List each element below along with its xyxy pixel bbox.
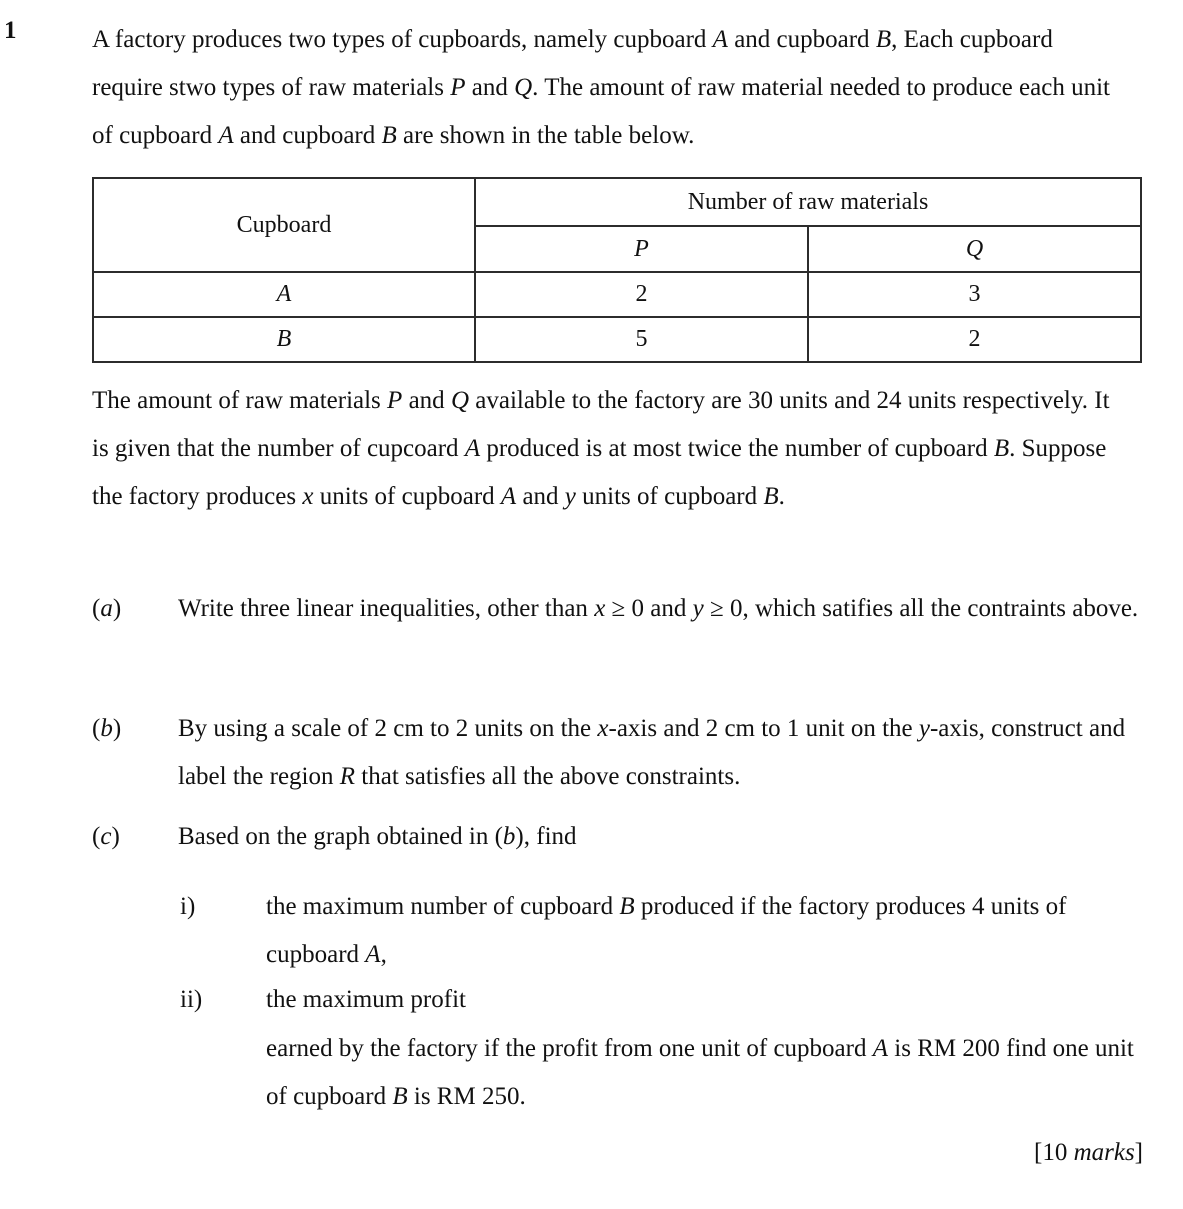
part-b-text-4: that satisfies all the above constraints. <box>355 763 741 790</box>
avail-var-a2: A <box>500 483 517 510</box>
marks-allocation <box>1034 1140 1143 1165</box>
part-a-var-x: x <box>594 595 606 622</box>
subitem-ii-cont-text-2: is RM 200 find one unit of cupboard <box>266 1035 1134 1110</box>
table-cell-a-p: 2 <box>475 272 808 317</box>
avail-text-5: . Suppose the factory produces <box>92 435 1107 510</box>
subitem-i-text-1: the maximum number of cupboard <box>266 893 620 920</box>
avail-var-b: B <box>993 435 1010 462</box>
table-row <box>93 317 1141 362</box>
intro-text-1: A factory produces two types of cupboards, namely cupboard <box>92 26 713 53</box>
table-cell-b-p: 5 <box>475 317 808 362</box>
part-b-var-r: R <box>339 763 356 790</box>
part-c-ref-b: b <box>502 823 516 850</box>
question-intro-paragraph <box>92 16 1122 160</box>
part-c-body <box>178 813 1142 861</box>
part-b-body <box>178 705 1142 801</box>
intro-text-6: and cupboard <box>233 122 382 149</box>
availability-paragraph <box>92 377 1122 521</box>
table-cell-b-q: 2 <box>808 317 1141 362</box>
subitem-ii-cont-var-a: A <box>872 1035 889 1062</box>
subitem-ii-cont-text-1: earned by the factory if the profit from one unit of cupboard <box>266 1035 873 1062</box>
part-a-label-letter: a <box>100 595 113 622</box>
avail-text-6: units of cupboard <box>313 483 501 510</box>
part-a <box>92 585 1142 633</box>
marks-word: marks <box>1073 1139 1135 1166</box>
intro-text-5: . The amount of raw material needed to produce each unit of cupboard <box>92 74 1110 149</box>
avail-text-9: . <box>778 483 785 510</box>
intro-text-7: are shown in the table below. <box>396 122 695 149</box>
intro-var-a2: A <box>218 122 234 149</box>
avail-var-p: P <box>387 387 403 414</box>
intro-var-b2: B <box>381 122 397 149</box>
part-b-label-letter: b <box>100 715 113 742</box>
part-b-label-open: ( <box>92 715 101 742</box>
intro-text-4: and <box>465 74 515 101</box>
avail-text-1: The amount of raw materials <box>92 387 388 414</box>
part-a-text-3: ≥ 0, which satifies all the contraints above. <box>703 595 1139 622</box>
table-header-q <box>808 226 1141 272</box>
subitem-ii-continuation-body <box>266 1025 1140 1121</box>
question-number: 1 <box>4 17 17 44</box>
subitem-ii-cont-text-3: is RM 250. <box>407 1083 526 1110</box>
table-header-q-label: Q <box>965 235 984 262</box>
marks-count: 10 <box>1042 1139 1068 1166</box>
part-c-label <box>92 813 172 861</box>
subitem-ii-continuation <box>180 1025 1140 1121</box>
avail-text-8: units of cupboard <box>575 483 764 510</box>
part-c-text-1: Based on the graph obtained in ( <box>178 823 503 850</box>
part-a-var-y: y <box>692 595 704 622</box>
subitem-i-var-a: A <box>365 941 381 968</box>
subitem-ii <box>180 976 1140 1024</box>
part-a-label-close: ) <box>112 595 122 622</box>
avail-var-a: A <box>464 435 481 462</box>
avail-var-q: Q <box>450 387 469 414</box>
part-c <box>92 813 1142 861</box>
table-header-group-number-of-raw-materials: Number of raw materials <box>475 178 1141 226</box>
raw-materials-table <box>92 177 1142 363</box>
intro-text-2: and cupboard <box>727 26 876 53</box>
part-b <box>92 705 1142 801</box>
table-row <box>93 272 1141 317</box>
table-header-cupboard: Cupboard <box>93 178 475 272</box>
subitem-ii-cont-var-b: B <box>392 1083 408 1110</box>
table-cell-cupboard-a-label: A <box>276 281 292 307</box>
subitem-ii-body: the maximum profit <box>266 986 466 1013</box>
part-a-text-1: Write three linear inequalities, other than <box>178 595 595 622</box>
marks-close-bracket: ] <box>1134 1139 1143 1166</box>
subitem-i-body <box>266 883 1140 979</box>
marks-open-bracket: [ <box>1033 1139 1043 1166</box>
part-a-body <box>178 585 1142 633</box>
subitem-ii-label: ii) <box>180 986 203 1013</box>
avail-var-x: x <box>302 483 314 510</box>
table-cell-cupboard-b-label: B <box>276 326 292 352</box>
intro-text-3: , Each cupboard require stwo types of raw materials <box>92 26 1053 101</box>
subitem-i-label: i) <box>180 893 196 920</box>
avail-var-y: y <box>564 483 576 510</box>
table-header-p <box>475 226 808 272</box>
avail-text-2: and <box>402 387 451 414</box>
table-cell-a-q: 3 <box>808 272 1141 317</box>
part-c-label-open: ( <box>92 823 101 850</box>
table-cell-cupboard-a <box>93 272 475 317</box>
part-b-text-2: -axis and 2 cm to 1 unit on the <box>608 715 919 742</box>
part-b-label-close: ) <box>112 715 122 742</box>
part-a-label-open: ( <box>92 595 101 622</box>
part-c-text-2: ), find <box>515 823 577 850</box>
intro-var-q: Q <box>514 74 533 101</box>
avail-var-b2: B <box>763 483 779 510</box>
avail-text-7: and <box>516 483 565 510</box>
table-header-row-1 <box>93 178 1141 226</box>
subitem-i-var-b: B <box>619 893 635 920</box>
part-c-label-letter: c <box>100 823 112 850</box>
part-b-var-y: y <box>918 715 930 742</box>
intro-var-a: A <box>712 26 728 53</box>
subitem-i-text-3: , <box>380 941 387 968</box>
part-c-label-close: ) <box>111 823 120 850</box>
intro-var-p: P <box>450 74 466 101</box>
table-cell-cupboard-b <box>93 317 475 362</box>
part-a-text-2: ≥ 0 and <box>605 595 693 622</box>
avail-text-3: available to the factory are 30 units and 24 units respectively. It is given that the number of cupcoard <box>92 387 1110 462</box>
raw-materials-table-wrapper <box>92 177 1142 363</box>
intro-var-b: B <box>875 26 892 53</box>
avail-text-4: produced is at most twice the number of cupboard <box>480 435 994 462</box>
subitem-i-text-2: produced if the factory produces 4 units of cupboard <box>266 893 1067 968</box>
part-a-label <box>92 585 172 633</box>
part-b-label <box>92 705 172 753</box>
part-b-text-1: By using a scale of 2 cm to 2 units on the <box>178 715 598 742</box>
subitem-i <box>180 883 1140 979</box>
part-b-text-3: -axis, construct and label the region <box>178 715 1126 790</box>
part-b-var-x: x <box>597 715 609 742</box>
table-header-p-label: P <box>634 235 649 262</box>
